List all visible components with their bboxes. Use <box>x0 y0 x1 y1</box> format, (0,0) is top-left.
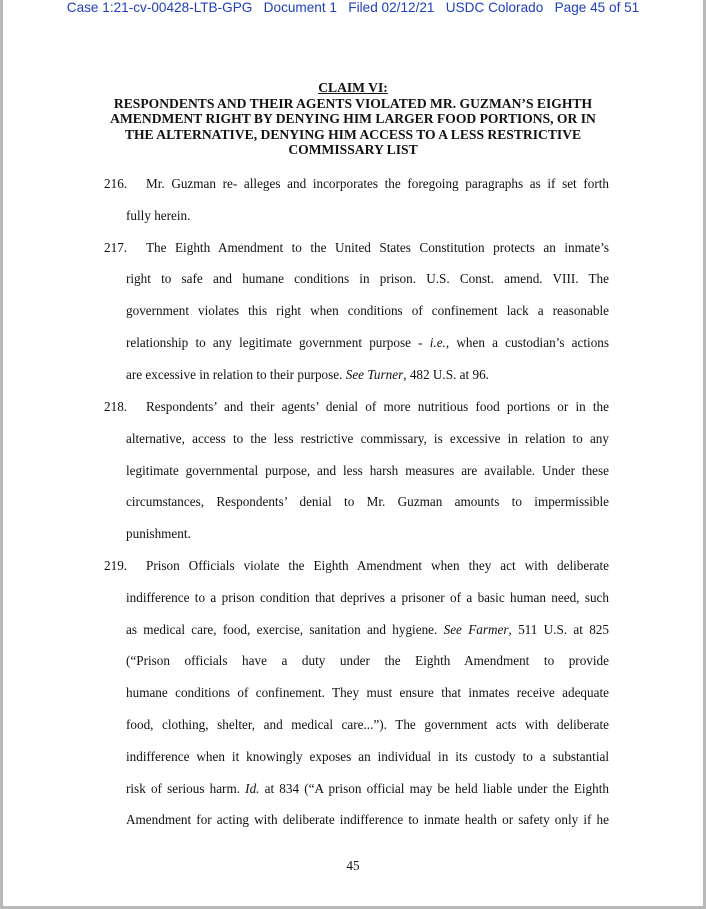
paragraph-number: 217. <box>104 240 128 255</box>
claim-heading <box>60 80 646 158</box>
paragraph-line: humane conditions of confinement. They must ensure that inmates receive adequate <box>126 685 609 700</box>
paragraph-line: alternative, access to the less restrictive commissary, is excessive in relation to any <box>126 431 609 446</box>
paragraph-line: right to safe and humane conditions in prison. U.S. Const. amend. VIII. The <box>126 271 609 286</box>
court-filing-stamp: Case 1:21-cv-00428-LTB-GPG Document 1 Filed 02/12/21 USDC Colorado Page 45 of 51 <box>66 0 640 15</box>
paragraph-line: legitimate governmental purpose, and less harsh measures are available. Under these <box>126 463 609 478</box>
paragraph-line: government violates this right when conditions of confinement lack a reasonable <box>126 303 609 318</box>
paragraph-number: 218. <box>104 399 128 414</box>
claim-heading-line: COMMISSARY LIST <box>288 142 418 157</box>
claim-heading-line: AMENDMENT RIGHT BY DENYING HIM LARGER FOOD PORTIONS, OR IN <box>110 111 596 126</box>
paragraph-number: 219. <box>104 558 128 573</box>
paragraph-line: (“Prison officials have a duty under the Eighth Amendment to provide <box>126 653 609 668</box>
paragraph-line: as medical care, food, exercise, sanitation and hygiene. See Farmer, 511 U.S. at 825 <box>126 622 609 637</box>
claim-heading-line: RESPONDENTS AND THEIR AGENTS VIOLATED MR. GUZMAN’S EIGHTH <box>113 95 593 111</box>
paragraph-line: The Eighth Amendment to the United States Constitution protects an inmate’s <box>146 240 609 255</box>
paragraph-line: circumstances, Respondents’ denial to Mr. Guzman amounts to impermissible <box>126 494 609 509</box>
page-edge-left <box>0 0 3 909</box>
paragraph-line: Mr. Guzman re- alleges and incorporates the foregoing paragraphs as if set forth <box>146 176 609 191</box>
paragraph-line: fully herein. <box>126 208 191 223</box>
paragraph-line: food, clothing, shelter, and medical care...”). The government acts with deliberate <box>126 717 609 732</box>
paragraph-line: indifference when it knowingly exposes an individual in its custody to a substantial <box>126 749 609 764</box>
paragraph-line: Prison Officials violate the Eighth Amendment when they act with deliberate <box>146 558 609 573</box>
claim-heading-line: THE ALTERNATIVE, DENYING HIM ACCESS TO A LESS RESTRICTIVE <box>124 126 582 142</box>
paragraph-line: indifference to a prison condition that deprives a prisoner of a basic human need, such <box>126 590 609 605</box>
page-number: 45 <box>346 858 360 873</box>
paragraph-line: Respondents’ and their agents’ denial of more nutritious food portions or in the <box>146 399 609 414</box>
paragraph-line: relationship to any legitimate government purpose - i.e., when a custodian’s actions <box>126 335 610 350</box>
paragraph-line: are excessive in relation to their purpose. See Turner, 482 U.S. at 96. <box>126 367 489 382</box>
claim-title: CLAIM VI: <box>318 80 388 95</box>
paragraph-line: punishment. <box>126 526 191 541</box>
paragraph-number: 216. <box>104 176 128 191</box>
paragraph-line: Amendment for acting with deliberate indifference to inmate health or safety only if he <box>126 812 609 827</box>
paragraph-line: risk of serious harm. Id. at 834 (“A prison official may be held liable under the Eighth <box>126 781 609 796</box>
